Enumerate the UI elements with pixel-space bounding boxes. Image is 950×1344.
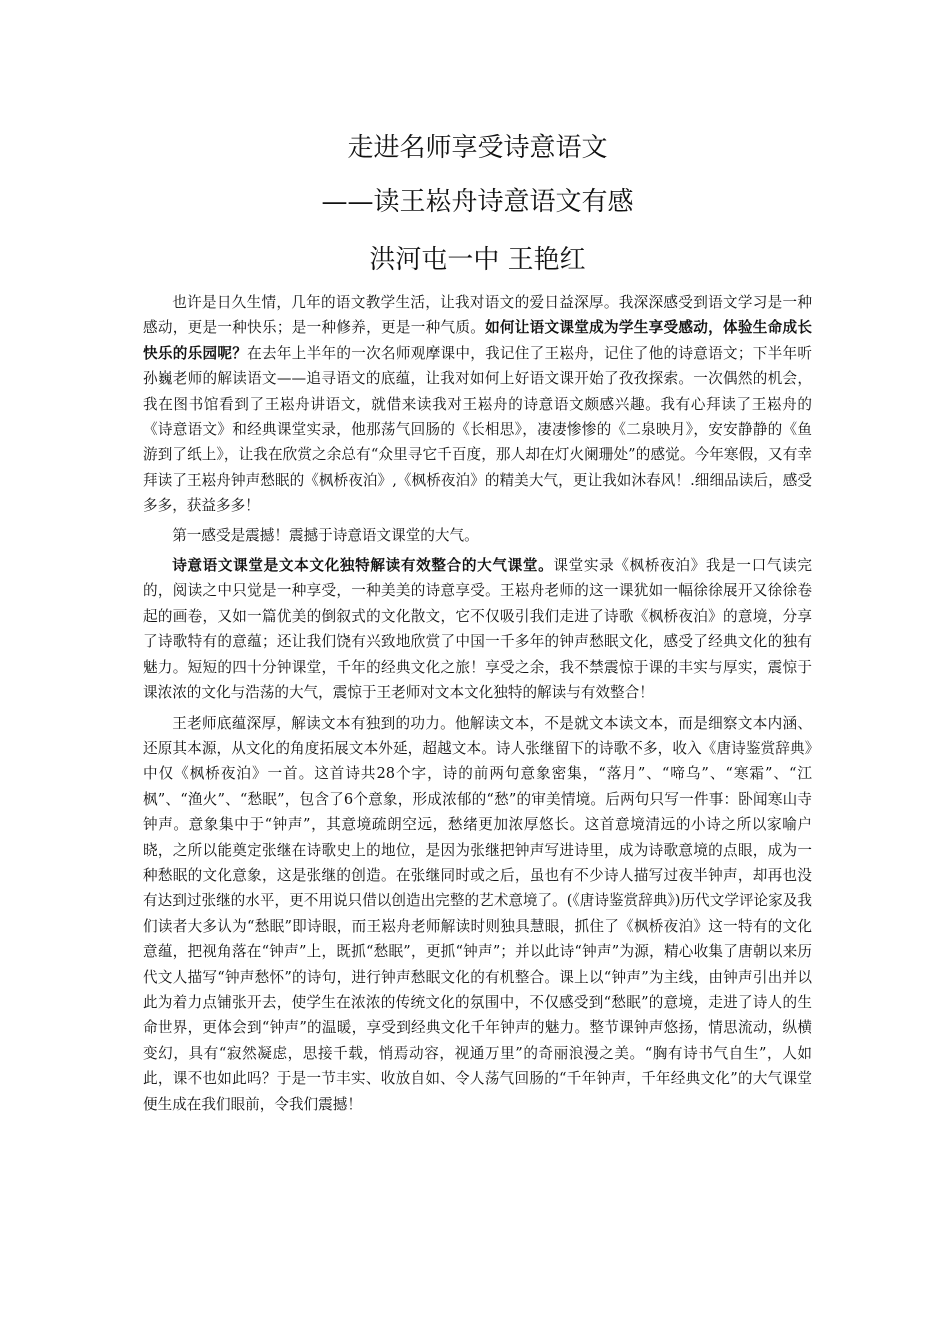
intro-bold-question: 如何让语文课堂成为学生享受感动，体验生命成长快乐的乐园呢？ bbox=[143, 319, 812, 362]
doc-subtitle: ——读王崧舟诗意语文有感 bbox=[321, 187, 634, 217]
intro-text-b: 在去年上半年的一次名师观摩课中，我记住了王崧舟，记住了他的诗意语文；下半年听孙巍老师的解读语文——追寻语文的底蕴，让我对如何上好语文课开始了孜孜探索。一次偶然的机会，我在图书馆看到了王崧舟讲语文，就借来读我对王崧舟的诗意语文颇感兴趣。我有心拜读了王崧舟的《诗意语文》和经典课堂实录，他那荡气回肠的《长相思》，凄凄惨惨的《二泉映月》，安安静静的《鱼游到了纸上》，让我在欣赏之余总有“众里寻它千百度，那人却在灯火阑珊处”的感觉。今年寒假，又有幸拜读了王崧舟钟声愁眠的《枫桥夜泊》,《枫桥夜泊》的精美大气，更让我如沐春风！.细细品读后，感受多多，获益多多！ bbox=[143, 344, 812, 515]
grand-classroom-text: 课堂实录《枫桥夜泊》我是一口气读完的，阅读之中只觉是一种享受，一种美美的诗意享受。王崧舟老师的这一课犹如一幅徐徐展开又徐徐卷起的画卷，又如一篇优美的倒叙式的文化散文，它不仅吸引我们走进了诗歌《枫桥夜泊》的意境，分享了诗歌特有的意蕴；还让我们饶有兴致地欣赏了中国一千多年的钟声愁眠文化，感受了经典文化的独有魅力。短短的四十分钟课堂，千年的经典文化之旅！享受之余，我不禁震惊于课的丰实与厚实，震惊于课浓浓的文化与浩荡的大气，震惊于王老师对文本文化独特的解读与有效整合！ bbox=[143, 557, 812, 702]
doc-title: 走进名师享受诗意语文 bbox=[347, 133, 608, 163]
author-line: 洪河屯一中 王艳红 bbox=[369, 245, 586, 275]
paragraph-text-interpretation: 王老师底蕴深厚，解读文本有独到的功力。他解读文本，不是就文本读文本，而是细察文本内涵、还原其本源，从文化的角度拓展文本外延，超越文本。诗人张继留下的诗歌不多，收入《唐诗鉴赏辞典》中仅《枫桥夜泊》一首。这首诗共28个字，诗的前两句意象密集，“落月”、“啼乌”、“寒霜”、“江枫”、“渔火”、“愁眠”，包含了6个意象，形成浓郁的“愁”的审美情境。后两句只写一件事：卧闻寒山寺钟声。意象集中于“钟声”，其意境疏朗空远，愁绪更加浓厚悠长。这首意境清远的小诗之所以家喻户晓，之所以能奠定张继在诗歌史上的地位，是因为张继把钟声写进诗里，成为诗歌意境的点眼，成为一种愁眠的文化意象，这是张继的创造。在张继同时或之后，虽也有不少诗人描写过夜半钟声，却再也没有达到过张继的水平，更不用说只借以创造出完整的艺术意境了。(《唐诗鉴赏辞典》)历代文学评论家及我们读者大多认为“愁眠”即诗眼，而王崧舟老师解读时则独具慧眼，抓住了《枫桥夜泊》这一特有的文化意蕴，把视角落在“钟声”上，既抓“愁眠”，更抓“钟声”；并以此诗“钟声”为源，精心收集了唐朝以来历代文人描写“钟声愁怀”的诗句，进行钟声愁眠文化的有机整合。课上以“钟声”为主线，由钟声引出并以此为着力点铺张开去，使学生在浓浓的传统文化的氛围中，不仅感受到“愁眠”的意境，走进了诗人的生命世界，更体会到“钟声”的温暖，享受到经典文化千年钟声的魅力。整节课钟声悠扬，情思流动，纵横变幻，具有“寂然凝虑，思接千载，悄焉动容，视通万里”的奇丽浪漫之美。“胸有诗书气自生”，人如此，课不也如此吗？于是一节丰实、收放自如、令人荡气回肠的“千年钟声，千年经典文化”的大气课堂便生成在我们眼前，令我们震撼！ bbox=[143, 714, 812, 1113]
paragraph-first-feeling: 第一感受是震撼！震撼于诗意语文课堂的大气。 bbox=[172, 526, 479, 544]
doc-body bbox=[143, 290, 812, 1117]
intro-text-a: 也许是日久生情，几年的语文教学生活，让我对语文的爱日益深厚。我深深感受到语文学习是一种感动，更是一种快乐；是一种修养，更是一种气质。 bbox=[143, 294, 812, 337]
grand-classroom-bold-lead: 诗意语文课堂是文本文化独特解读有效整合的大气课堂。 bbox=[172, 557, 554, 575]
paragraph-intro bbox=[143, 290, 812, 519]
paragraph-grand-classroom bbox=[143, 553, 812, 705]
